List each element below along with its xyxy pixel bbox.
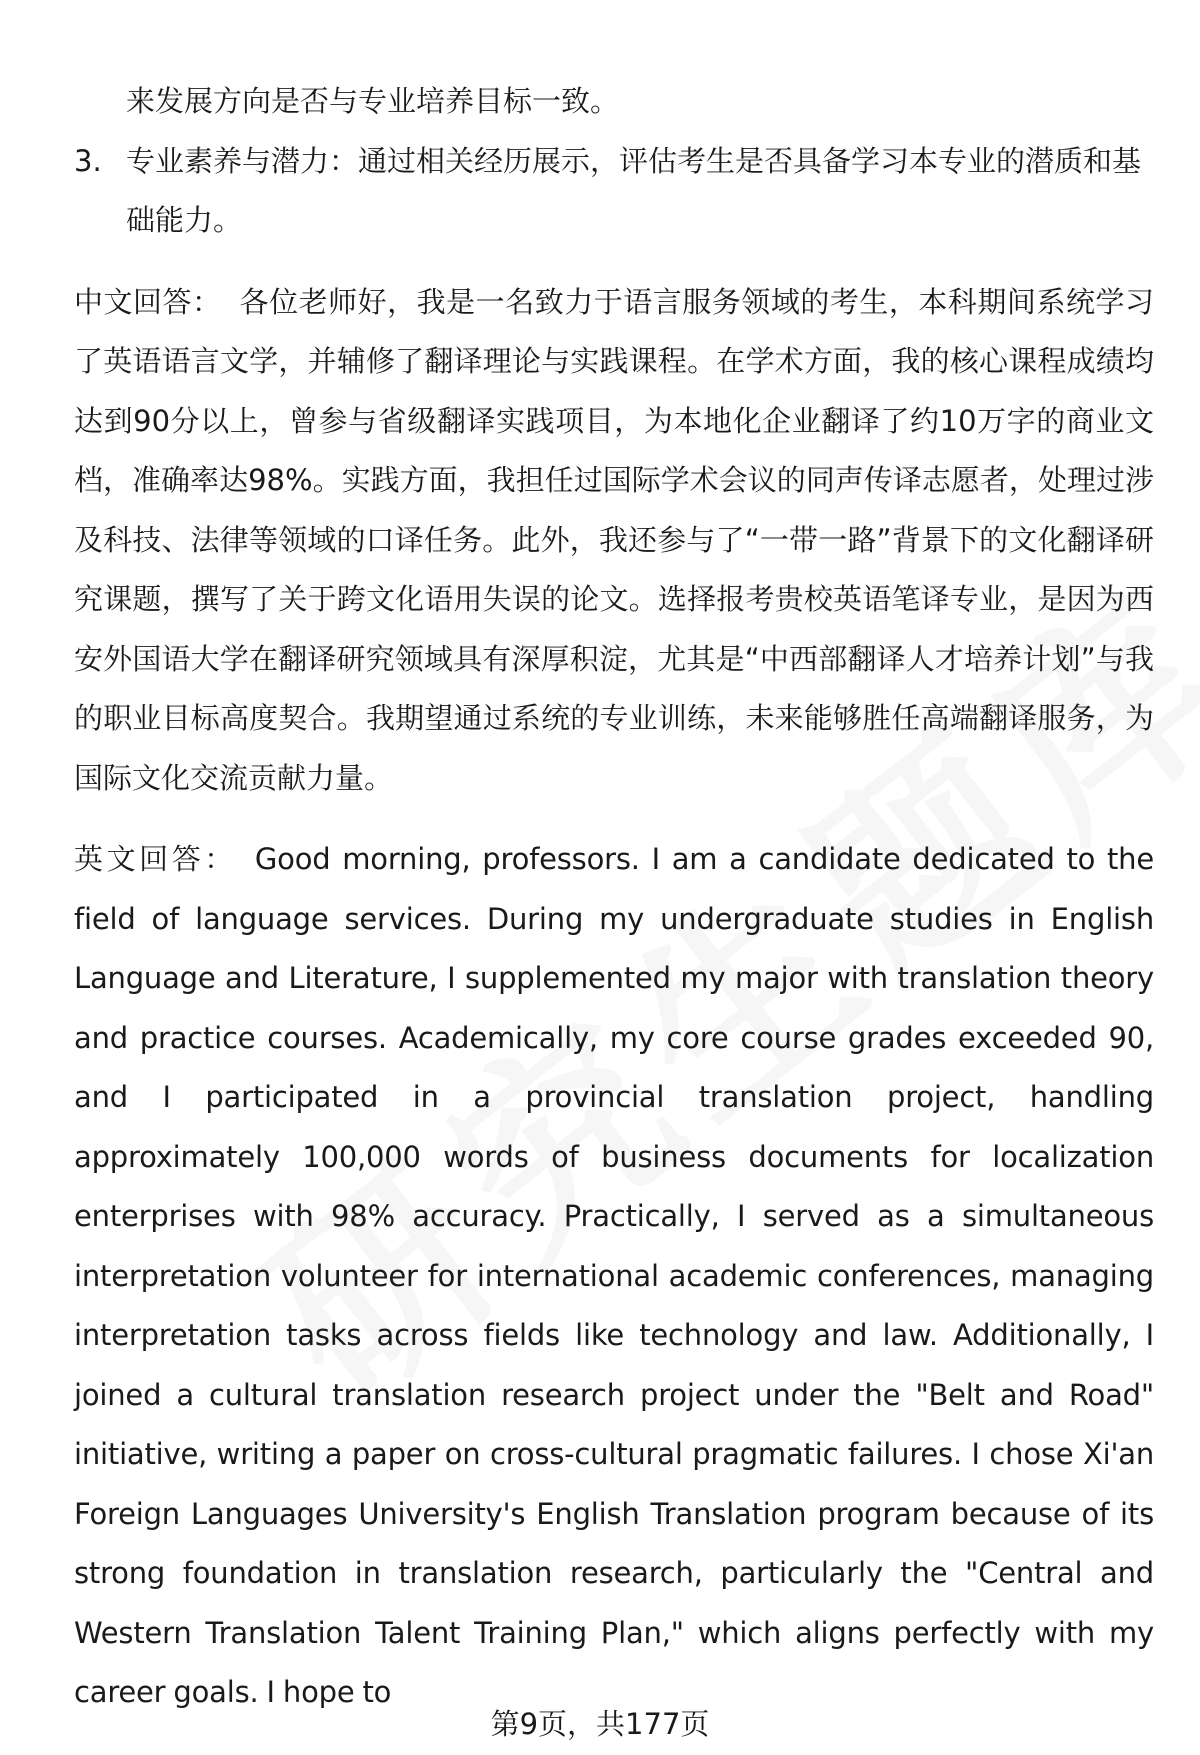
chinese-answer [74, 273, 1154, 809]
list-number: 3. [74, 143, 102, 178]
criteria-continuation: 来发展方向是否与专业培养目标一致。 [126, 84, 620, 118]
page-indicator: 第9页，共177页 [490, 1707, 710, 1741]
list-text: 专业素养与潜力：通过相关经历展示，评估考生是否具备学习本专业的潜质和基础能力。 [126, 143, 1142, 237]
chinese-answer-label: 中文回答： [74, 284, 222, 319]
chinese-answer-text: 各位老师好，我是一名致力于语言服务领域的考生，本科期间系统学习了英语语言文学，并辅修了翻译理论与实践课程。在学术方面，我的核心课程成绩均达到90分以上，曾参与省级翻译实践项目，为本地化企业翻译了约10万字的商业文档，准确率达98%。实践方面，我担任过国际学术会议的同声传译志愿者，处理过涉及科技、法律等领域的口译任务。此外，我还参与了“一带一路”背景下的文化翻译研究课题，撰写了关于跨文化语用失误的论文。选择报考贵校英语笔译专业，是因为西安外国语大学在翻译研究领域具有深厚积淀，尤其是“中西部翻译人才培养计划”与我的职业目标高度契合。我期望通过系统的专业训练，未来能够胜任高端翻译服务，为国际文化交流贡献力量。 [74, 284, 1154, 795]
english-answer-label: 英文回答： [74, 842, 237, 876]
page-content [74, 72, 1154, 1723]
criteria-item-3 [74, 132, 1154, 251]
english-answer-text: Good morning, professors. I am a candidate dedicated to the field of language services. During my undergraduate studies in English Language and Literature, I supplemented my major with translation theory and practice courses. Academically, my core course grades exceeded 90, and I participated in a provincial translation project, handling approximately 100,000 words of business documents for localization enterprises with 98% accuracy. Practically, I served as a simultaneous interpretation volunteer for international academic conferences, managing interpretation tasks across fields like technology and law. Additionally, I joined a cultural translation research project under the "Belt and Road" initiative, writing a paper on cross-cultural pragmatic failures. I chose Xi'an Foreign Languages University's English Translation program because of its strong foundation in translation research, particularly the "Central and Western Translation Talent Training Plan," which aligns perfectly with my career goals. I hope to [74, 842, 1154, 1709]
english-answer [74, 830, 1154, 1723]
page-footer [0, 1702, 1200, 1743]
